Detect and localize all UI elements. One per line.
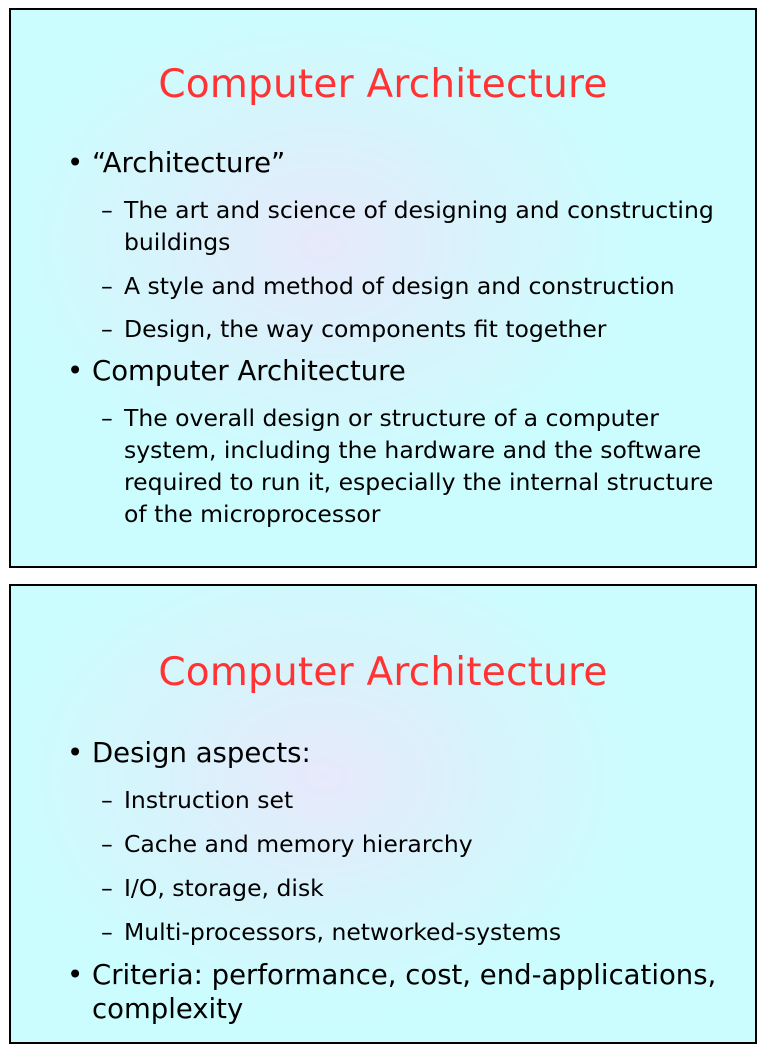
bullet-text: Computer Architecture (92, 355, 406, 387)
sub-bullet-item (67, 872, 735, 904)
sub-bullet-text: A style and method of design and construction (124, 272, 675, 300)
bullet-icon: • (67, 959, 84, 991)
sub-bullet-text: Instruction set (124, 786, 294, 814)
slide-content (67, 146, 735, 530)
bullet-item (67, 354, 735, 388)
slide-2 (9, 584, 757, 1044)
sub-bullet-item (67, 916, 735, 948)
sub-bullet-item (67, 313, 735, 345)
slide-1 (9, 8, 757, 568)
sub-bullet-item (67, 402, 735, 530)
sub-bullet-item (67, 270, 735, 302)
dash-icon: – (101, 404, 113, 432)
sub-bullet-text: Cache and memory hierarchy (124, 830, 473, 858)
dash-icon: – (101, 830, 113, 858)
dash-icon: – (101, 918, 113, 946)
sub-bullet-text: The overall design or structure of a computer system, including the hardware and the software required to run it, especially the internal structure of the microprocessor (124, 404, 714, 528)
bullet-item (67, 736, 735, 770)
sub-bullet-text: Design, the way components fit together (124, 315, 607, 343)
bullet-text: Criteria: performance, cost, end-applications, complexity (92, 959, 717, 1025)
sub-bullet-text: Multi-processors, networked-systems (124, 918, 562, 946)
dash-icon: – (101, 786, 113, 814)
slide-title: Computer Architecture (158, 650, 608, 695)
sub-bullet-text: The art and science of designing and constructing buildings (124, 196, 714, 256)
slide-content (67, 736, 735, 1026)
bullet-icon: • (67, 355, 84, 387)
sub-bullet-item (67, 784, 735, 816)
bullet-item (67, 958, 735, 1026)
bullet-text: “Architecture” (92, 147, 286, 179)
dash-icon: – (101, 874, 113, 902)
dash-icon: – (101, 272, 113, 300)
sub-bullet-item (67, 194, 735, 258)
bullet-item (67, 146, 735, 180)
bullet-icon: • (67, 147, 84, 179)
sub-bullet-text: I/O, storage, disk (124, 874, 324, 902)
dash-icon: – (101, 196, 113, 224)
bullet-text: Design aspects: (92, 737, 311, 769)
bullet-icon: • (67, 737, 84, 769)
sub-bullet-item (67, 828, 735, 860)
dash-icon: – (101, 315, 113, 343)
slide-title: Computer Architecture (158, 62, 608, 107)
